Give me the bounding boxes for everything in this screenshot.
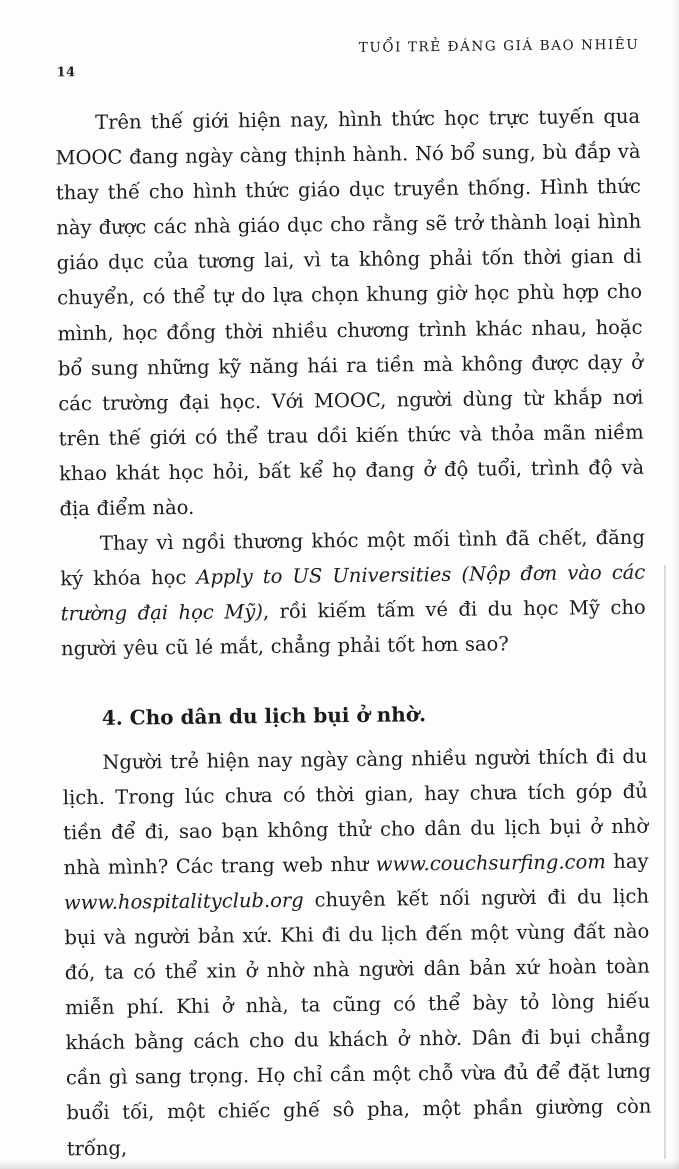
text-run: chuyên kết nối người đi du lịch bụi và người bản xứ. Khi đi du lịch đến một vùng đất nào đó, ta có thể xin ở nhờ nhà người dân bản xứ hoàn toàn miễn phí. Khi ở nhà, ta cũng có thể bày tỏ lòng hiếu khách bằng cách cho du khách ở nhờ. Dân đi bụi chẳng cần gì sang trọng. Họ chỉ cần một chỗ vừa đủ để đặt lưng buổi tối, một chiếc ghế sô pha, một phần giường còn trống,	[64, 884, 652, 1160]
text-run: hay	[605, 849, 649, 873]
text-run: Trên thế giới hiện nay, hình thức học trực tuyến qua MOOC đang ngày càng thịnh hành. Nó bổ sung, bù đắp và thay thế cho hình thức giáo dục truyền thống. Hình thức này được các nhà giáo dục cho rằng sẽ trở thành loại hình giáo dục của tương lai, vì ta không phải tốn thời gian di chuyển, có thể tự do lựa chọn khung giờ học phù hợp cho mình, học đồng thời nhiều chương trình khác nhau, hoặc bổ sung những kỹ năng hái ra tiền mà không được dạy ở các trường đại học. Với MOOC, người dùng từ khắp nơi trên thế giới có thể trau dồi kiến thức và thỏa mãn niềm khao khát học hỏi, bất kể họ đang ở độ tuổi, trình độ và địa điểm nào.	[55, 104, 645, 521]
paragraph	[62, 738, 652, 1166]
scan-right-shadow	[672, 0, 679, 1169]
text-run: Người trẻ hiện nay ngày càng nhiều người thích đi du lịch. Trong lúc chưa có thời gian, hay chưa tích góp đủ tiền để đi, sao bạn không thử cho dân du lịch bụi ở nhờ nhà mình? Các trang web như	[62, 744, 649, 880]
scan-bottom-shadow	[0, 1160, 679, 1169]
italic-text-run: www.couchsurfing.com	[375, 849, 606, 876]
text-run: 4. Cho dân du lịch bụi ở nhờ.	[101, 701, 427, 730]
text-run: , rồi kiếm tấm vé đi du học Mỹ cho người yêu cũ lé mắt, chẳng phải tốt hơn sao?	[60, 595, 646, 661]
page-number: 14	[56, 65, 76, 81]
italic-text-run: Apply to US Universities (Nộp đơn vào các trường đại học Mỹ)	[60, 560, 646, 626]
section-heading	[62, 694, 647, 735]
running-title: TUỔI TRẺ ĐÁNG GIÁ BAO NHIÊU	[358, 36, 640, 56]
page-header	[54, 31, 640, 104]
text-run: Thay vì ngồi thương khóc một mối tình đã chết, đăng ký khóa học	[60, 525, 646, 591]
scan-edge-artifact	[664, 565, 666, 1159]
italic-text-run: www.hospitalityclub.org	[63, 888, 304, 915]
paragraph	[55, 99, 645, 527]
paragraph	[60, 520, 647, 667]
page-body	[55, 97, 652, 1166]
page-content	[54, 31, 652, 1166]
